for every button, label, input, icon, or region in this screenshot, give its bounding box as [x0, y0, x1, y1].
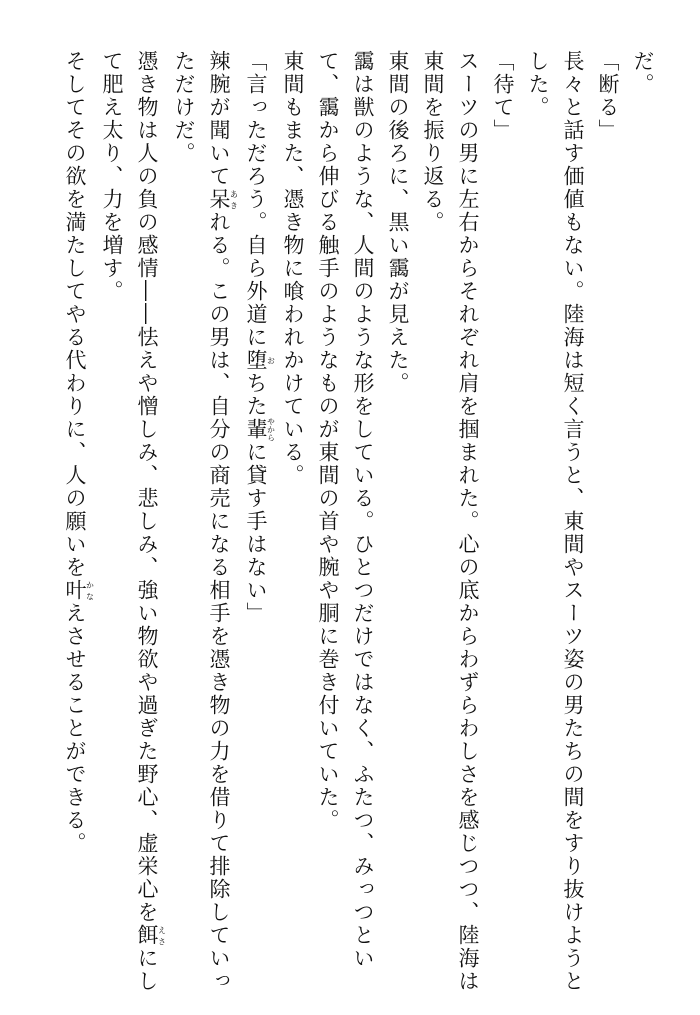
furigana-ruby: 叶かな [63, 579, 95, 602]
text-line: 「待て」 [491, 50, 515, 142]
furigana-ruby: 輩やから [244, 417, 276, 442]
vertical-text-block [57, 50, 660, 993]
text-line: 憑き物は人の負の感情――怯えや憎しみ、悲しみ、強い物欲や過ぎた野心、虚栄心を餌えさにし [135, 50, 167, 993]
text-line: した。 [526, 50, 550, 119]
text-line: 「言っただろう。自ら外道に堕おちた輩やからに貸す手はない」 [244, 50, 276, 625]
text-line: スーツの男に左右からそれぞれ肩を掴まれた。心の底からわずらわしさを感じつつ、陸海は [456, 50, 480, 993]
furigana-reading: あき [229, 188, 239, 211]
furigana-reading: やから [266, 417, 276, 442]
text-line: て肥え太り、力を増す。 [100, 50, 124, 303]
furigana-ruby: 堕お [244, 349, 276, 372]
text-line: 東間もまた、憑き物に喰われかけている。 [281, 50, 305, 487]
text-line: 靄は獣のような、人間のような形をしている。ひとつだけではなく、ふたつ、みっつとい [351, 50, 375, 970]
text-line: 「断る」 [596, 50, 620, 142]
furigana-reading: かな [85, 579, 95, 602]
text-line: そしてその欲を満たしてやる代わりに、人の願いを叶かなえさせることができる。 [63, 50, 95, 855]
text-line: 長々と話す価値もない。陸海は短く言うと、東間やスーツ姿の男たちの間をすり抜けようと [561, 50, 585, 993]
text-line: 東間の後ろに、黒い靄が見えた。 [386, 50, 410, 395]
furigana-reading: お [266, 349, 276, 372]
furigana-ruby: 呆あき [207, 188, 239, 211]
text-line: ただけだ。 [172, 50, 196, 165]
furigana-reading: えさ [157, 924, 167, 947]
text-line: て、靄から伸びる触手のようなものが東間の首や腕や胴に巻き付いていた。 [316, 50, 340, 832]
furigana-ruby: 餌えさ [135, 924, 167, 947]
text-line: 東間を振り返る。 [421, 50, 445, 234]
text-line: だ。 [631, 50, 655, 96]
text-line: 辣腕が聞いて呆あきれる。この男は、自分の商売になる相手を憑き物の力を借りて排除していっ [207, 50, 239, 993]
